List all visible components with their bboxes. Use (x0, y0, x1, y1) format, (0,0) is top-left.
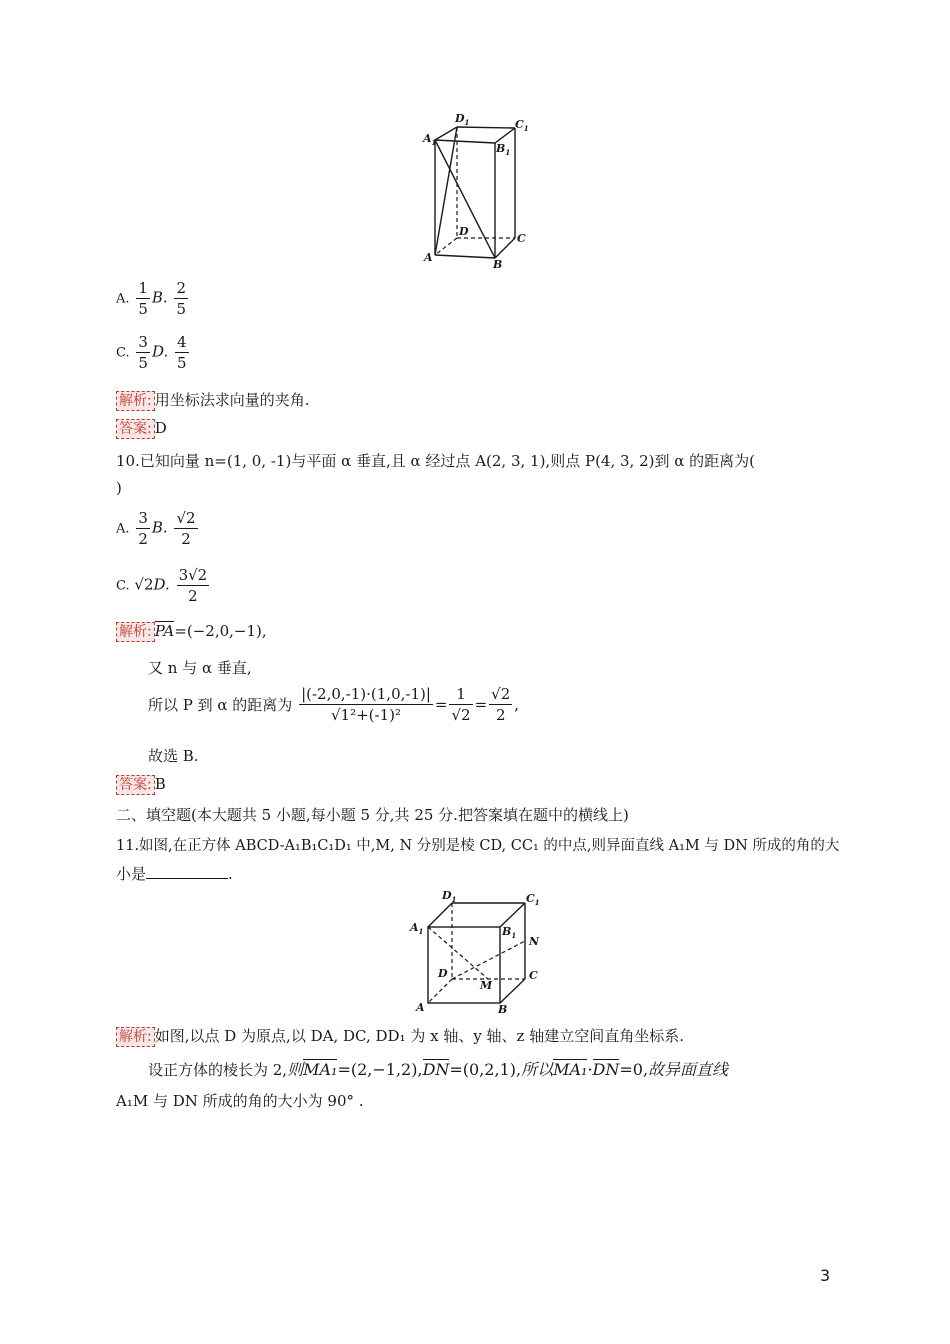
label-D1: $D_1$ (455, 112, 470, 127)
vector-pa: PA (154, 622, 175, 640)
q9-option-d: $\frac{4}{5}$ (177, 333, 187, 372)
section-title: 二、填空题(本大题共 5 小题,每小题 5 分,共 25 分.把答案填在题中的横线上) (116, 806, 629, 824)
answer-blank[interactable] (146, 866, 228, 879)
q9-option-row-2: C. $\frac{3}{5}$ D. $\frac{4}{5}$ (116, 333, 187, 372)
q10-option-d: $\frac{3√2}{2}$ (178, 566, 208, 605)
distance-fraction: $\frac{|(-2,0,-1)\cdot(1,0,-1)|}{\text{√1²+(-1)²}}$ (301, 685, 431, 724)
q10-option-c: √2 (134, 575, 154, 594)
q10-option-row-1: A. $\frac{3}{2}$ B. $\frac{√2}{2}$ (116, 509, 196, 548)
q10-analysis-line2: 又 n 与 α 垂直, (148, 659, 252, 677)
label-C: C (529, 969, 538, 982)
vector-ma1: MA₁ (303, 1060, 338, 1079)
q10-option-a: $\frac{3}{2}$ (138, 509, 148, 548)
q9-option-c: $\frac{3}{5}$ (138, 333, 148, 372)
label-A1: $A_1$ (410, 921, 424, 936)
label-N: N (529, 935, 540, 948)
label-D1: $D_1$ (442, 889, 457, 904)
label-C1: $C_1$ (515, 118, 529, 133)
q11-analysis-line2: 设正方体的棱长为 2,则MA₁=(2,−1,2),DN=(0,2,1),所以MA₁·DN=0,故异面直线 (148, 1060, 729, 1079)
label-B: B (498, 1003, 508, 1016)
label-B: B (493, 258, 503, 270)
label-C: C (517, 232, 526, 245)
cube-figure (408, 885, 548, 1020)
q11-stem-line2: 小是 . (116, 865, 233, 883)
q10-analysis-line3: 所以 P 到 α 的距离为 $\frac{|(-2,0,-1)\cdot(1,0,-1)|}{\text{√1²+(-1)²}}$ = $\frac{1}{√2}$ = $\frac{√2}{2}$ , (148, 685, 520, 724)
answer-label: 答案: (116, 419, 155, 439)
prism-figure (420, 110, 530, 270)
q9-option-b: $\frac{2}{5}$ (176, 279, 186, 318)
label-C1: $C_1$ (526, 892, 540, 907)
label-D: D (459, 225, 469, 238)
q10-stem-line1: 10.已知向量 n=(1, 0, -1)与平面 α 垂直,且 α 经过点 A(2, 3, 1),则点 P(4, 3, 2)到 α 的距离为( (116, 452, 755, 470)
q11-analysis-line3: A₁M 与 DN 所成的角的大小为 90° . (116, 1092, 364, 1110)
q10-stem-line2: ) (116, 479, 122, 497)
q10-option-b: $\frac{√2}{2}$ (176, 509, 196, 548)
label-A: A (424, 251, 433, 264)
q9-option-row-1: A. $\frac{1}{5}$ B. $\frac{2}{5}$ (116, 279, 186, 318)
label-D: D (438, 967, 448, 980)
label-B1: $B_1$ (502, 925, 517, 940)
vector-dn: DN (422, 1060, 450, 1079)
label-A: A (416, 1001, 425, 1014)
jiexi-label: 解析: (116, 391, 155, 411)
q10-analysis-line4: 故选 B. (148, 747, 199, 765)
q9-analysis: 解析: 用坐标法求向量的夹角. (116, 389, 310, 411)
label-M: M (480, 979, 493, 992)
label-B1: $B_1$ (496, 142, 511, 157)
q10-option-row-2: C. √2D. $\frac{3√2}{2}$ (116, 566, 208, 605)
q11-analysis-line1: 解析: 如图,以点 D 为原点,以 DA, DC, DD₁ 为 x 轴、y 轴、z 轴建立空间直角坐标系. (116, 1025, 684, 1047)
q9-answer: 答案: D (116, 419, 167, 439)
q9-option-a: $\frac{1}{5}$ (138, 279, 148, 318)
q10-analysis-line1: 解析: PA=(−2,0,−1), (116, 621, 267, 642)
q11-stem-line1: 11.如图,在正方体 ABCD-A₁B₁C₁D₁ 中,M, N 分别是棱 CD, CC₁ 的中点,则异面直线 A₁M 与 DN 所成的角的大 (116, 838, 840, 854)
label-A1: $A_1$ (423, 132, 437, 147)
q10-answer: 答案: B (116, 775, 166, 795)
page-number: 3 (820, 1266, 831, 1285)
